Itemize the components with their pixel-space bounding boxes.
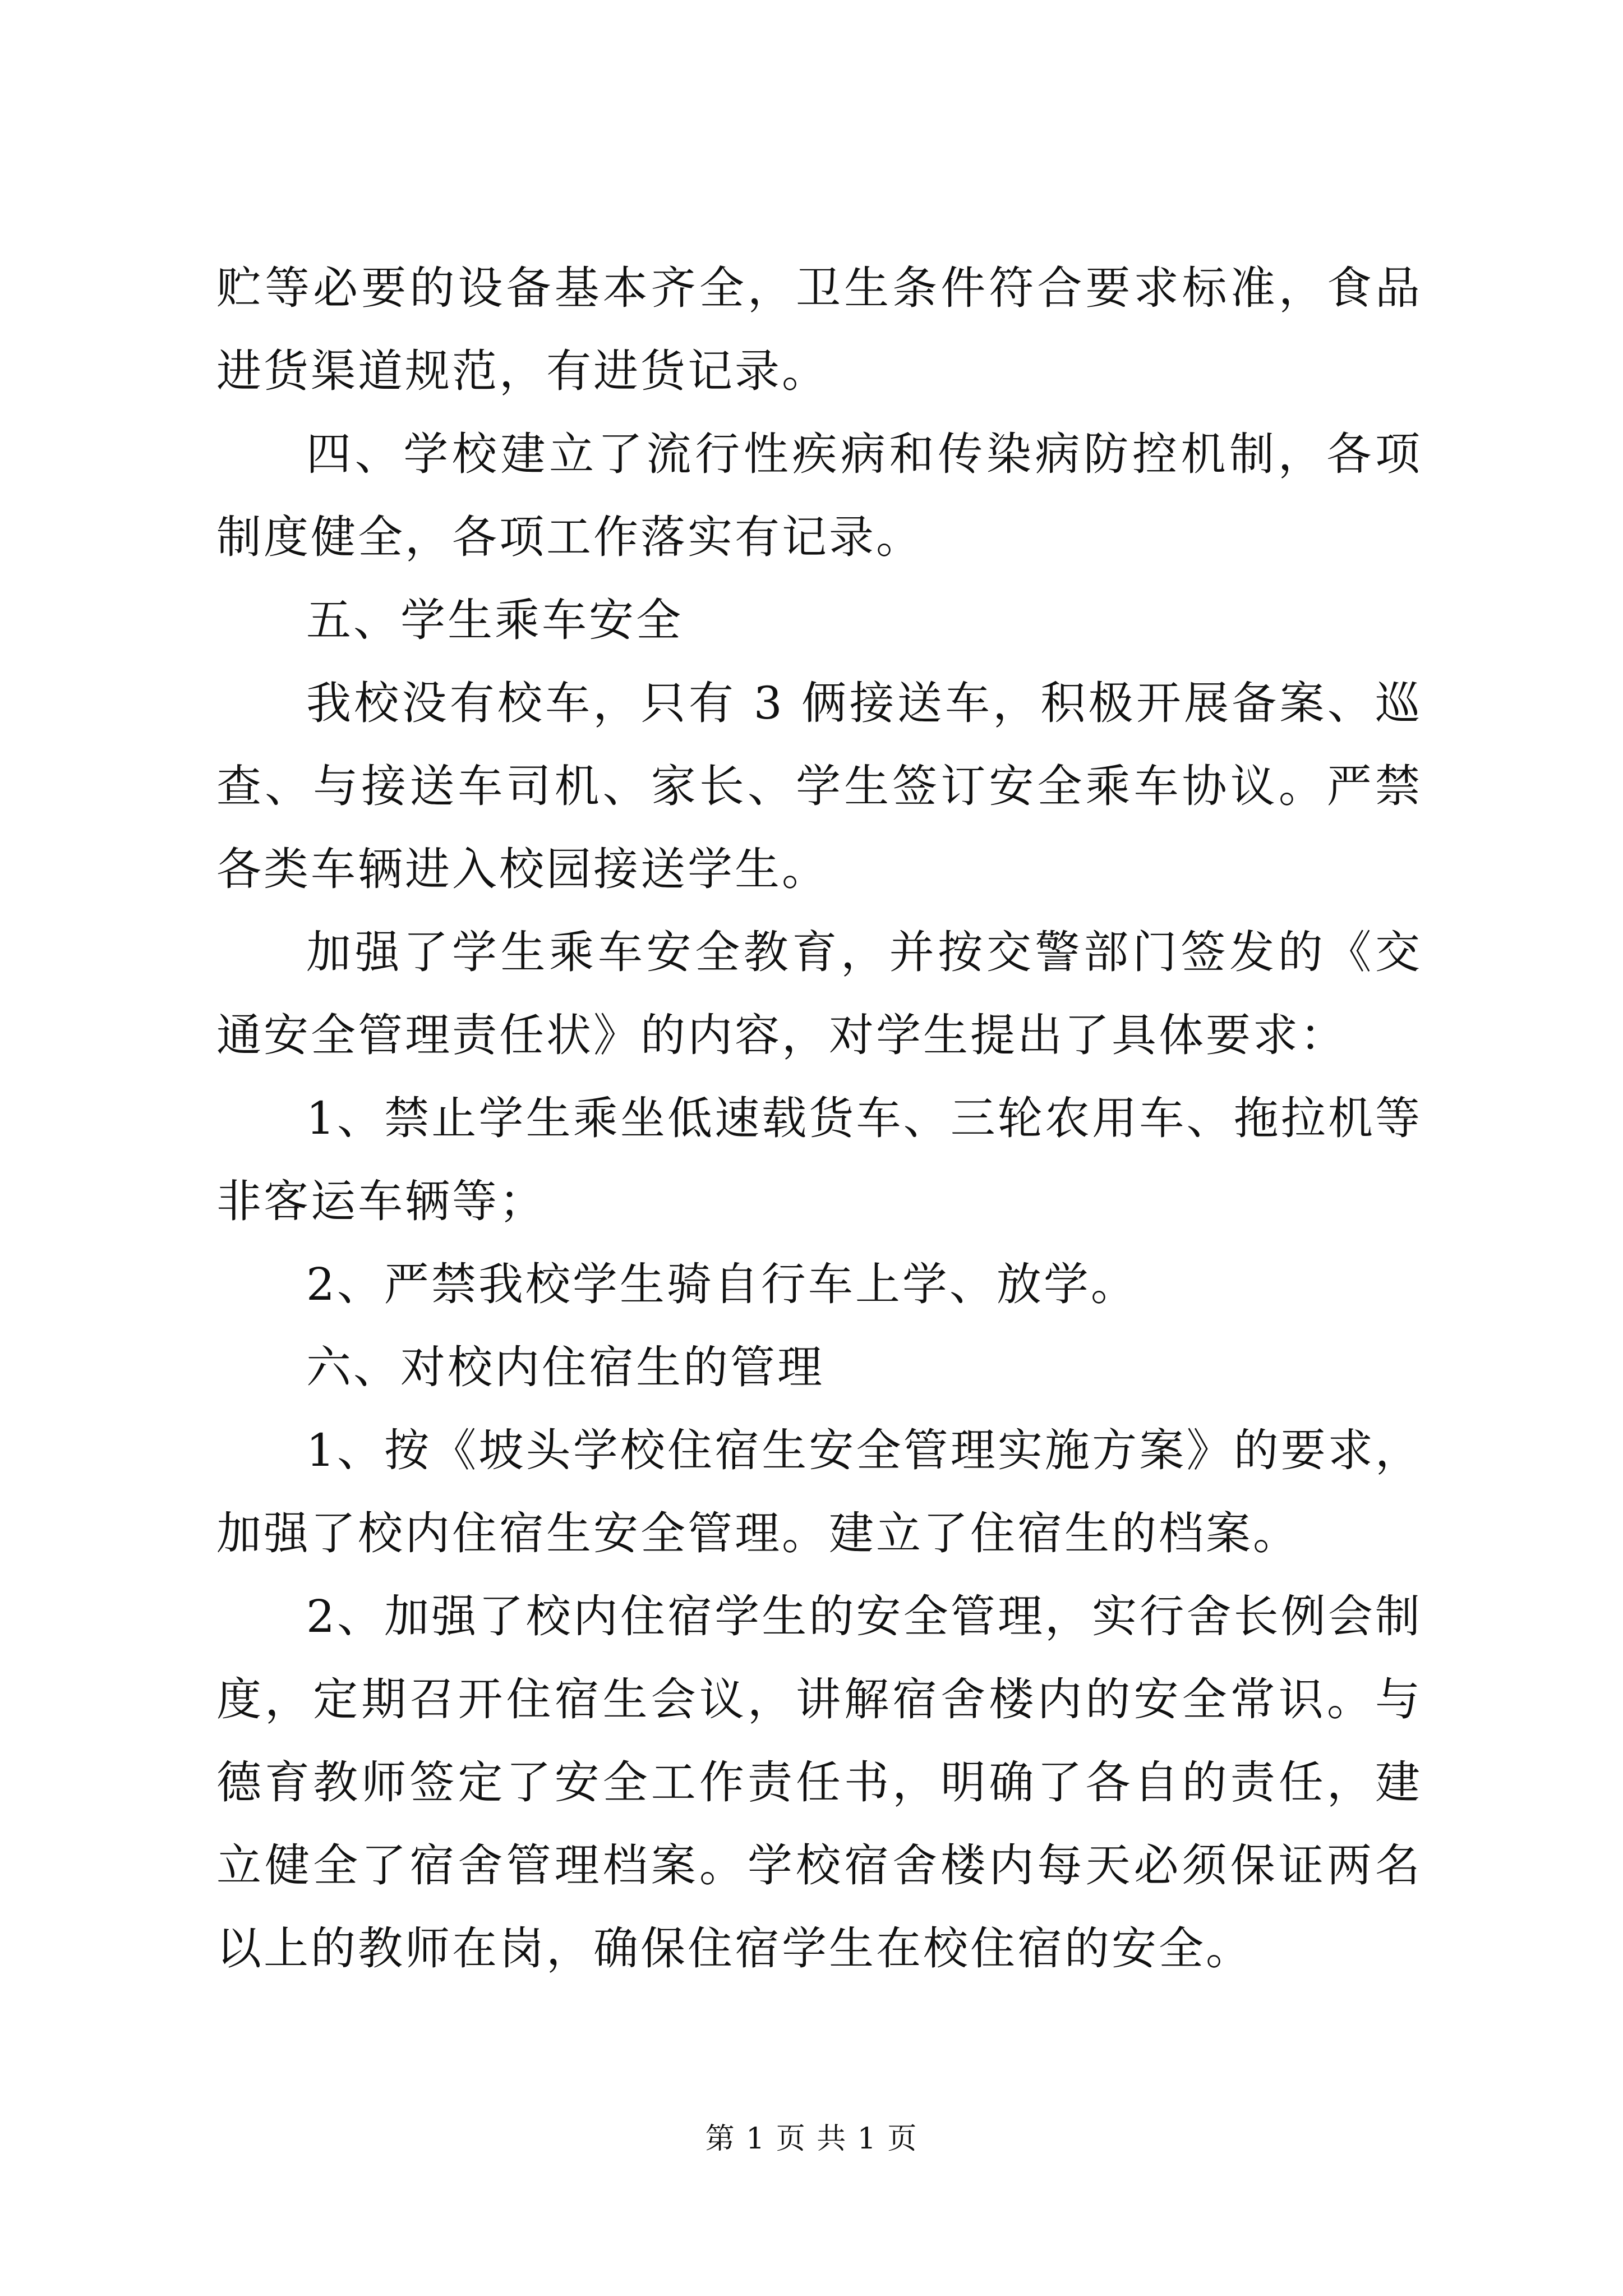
list-item-2: 2、严禁我校学生骑自行车上学、放学。 [306, 1258, 1138, 1310]
section-heading-6: 六、对校内住宿生的管理 [306, 1341, 824, 1393]
list-item-3: 1、按《坡头学校住宿生安全管理实施方案》的要求，加强了校内住宿生安全管理。建立了住宿生的档案。 [216, 1424, 1422, 1559]
section-heading-5: 五、学生乘车安全 [306, 594, 683, 646]
paragraph-1: 贮等必要的设备基本齐全，卫生条件符合要求标准，食品进货渠道规范，有进货记录。 [216, 262, 1422, 397]
paragraph-5: 加强了学生乘车安全教育，并按交警部门签发的《交通安全管理责任状》的内容，对学生提出了具体要求： [216, 926, 1422, 1061]
paragraph-2: 四、学校建立了流行性疾病和传染病防控机制，各项制度健全，各项工作落实有记录。 [216, 428, 1422, 563]
document-body [216, 247, 1422, 1990]
list-item-1: 1、禁止学生乘坐低速载货车、三轮农用车、拖拉机等非客运车辆等； [216, 1092, 1422, 1227]
list-item-4: 2、加强了校内住宿学生的安全管理，实行舍长例会制度，定期召开住宿生会议，讲解宿舍楼内的安全常识。与德育教师签定了安全工作责任书，明确了各自的责任，建立健全了宿舍管理档案。学校宿舍楼内每天必须保证两名以上的教师在岗，确保住宿学生在校住宿的安全。 [216, 1590, 1422, 1975]
page-footer: 第 1 页 共 1 页 [705, 2122, 918, 2156]
paragraph-4: 我校没有校车，只有 3 俩接送车，积极开展备案、巡查、与接送车司机、家长、学生签订安全乘车协议。严禁各类车辆进入校园接送学生。 [216, 677, 1422, 895]
